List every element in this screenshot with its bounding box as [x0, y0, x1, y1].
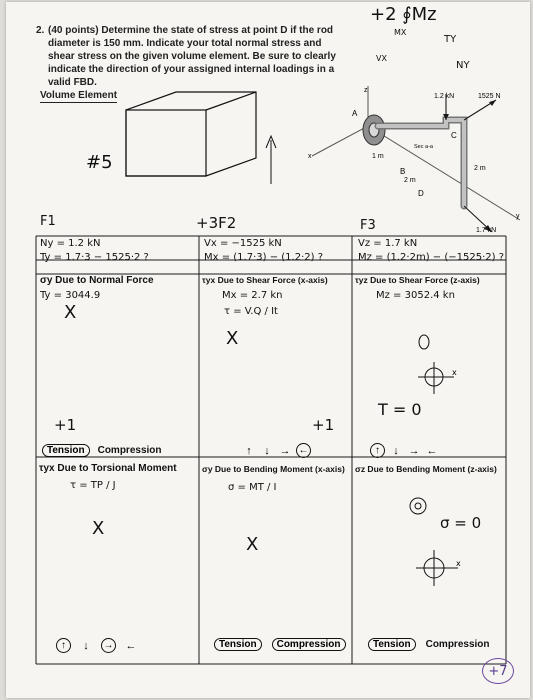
handwritten-f1: F1: [40, 214, 56, 229]
tension-option-3[interactable]: Tension: [368, 638, 416, 651]
point-d: D: [418, 189, 424, 198]
volume-element-label: Volume Element: [40, 90, 118, 101]
tension-option-1[interactable]: Tension: [42, 444, 90, 457]
axis-x: x: [308, 153, 312, 160]
mark-x-1: X: [64, 302, 77, 323]
internal-shear-z: Vz = 1.7 kN: [358, 238, 418, 249]
normal-force-work: Ty = 3044.9: [40, 290, 101, 301]
score-badge: +7: [482, 658, 514, 684]
arrow-down-icon[interactable]: ↓: [83, 639, 89, 652]
mark-x-3: X: [92, 518, 105, 539]
section-label: Sec a-a: [414, 144, 433, 150]
internal-shear-x: Vx = −1525 kN: [204, 238, 282, 249]
mark-x-4: X: [246, 534, 259, 555]
arrow-left-icon[interactable]: ←: [426, 444, 438, 457]
axis-y: y: [516, 213, 520, 220]
mark-x-2: X: [226, 328, 239, 349]
handwritten-f3: F3: [360, 218, 376, 233]
shear-z-result: T = 0: [378, 400, 422, 419]
arrow-up-selected-icon[interactable]: ↑: [370, 443, 385, 458]
dim-label-3: 2 m: [474, 165, 486, 172]
handwritten-ty: TY: [444, 34, 457, 45]
shear-z-work-moment: Mz = 3052.4 kn: [376, 290, 455, 301]
normal-force-stress-title: σy Due to Normal Force: [40, 275, 154, 286]
load-label-3: 1.7 kN: [476, 227, 497, 234]
compression-option-3[interactable]: Compression: [425, 639, 490, 650]
internal-moment-z: Mz = (1.2·2m) − (−1525·2) ?: [358, 252, 504, 263]
torsion-formula: τ = TP / J: [70, 480, 116, 491]
torsion-direction-options: [56, 638, 138, 653]
bending-x-stress-title: σy Due to Bending Moment (x-axis): [202, 464, 345, 474]
shear-x-work-formula: τ = V.Q / It: [224, 306, 278, 317]
arrow-left-icon[interactable]: ←: [125, 639, 137, 652]
shear-z-stress-title: τyz Due to Shear Force (z-axis): [355, 275, 480, 285]
arrow-up-selected-icon[interactable]: ↑: [56, 638, 71, 653]
handwritten-ny: NY: [456, 60, 470, 71]
handwritten-moment-note: +2 ∮Mz: [370, 4, 437, 25]
bending-x-formula: σ = MT / I: [228, 482, 277, 493]
internal-normal-force: Ny = 1.2 kN: [40, 238, 101, 249]
torsion-type-options: [42, 444, 162, 457]
row1-col3: [358, 238, 504, 263]
problem-number: 2.: [36, 25, 45, 36]
handwritten-mx: MX: [394, 28, 407, 37]
svg-text:x: x: [456, 559, 461, 568]
point-a: A: [352, 109, 358, 118]
bending-z-work: σ = 0: [440, 514, 482, 532]
arrow-right-icon[interactable]: →: [408, 444, 420, 457]
axis-z: z: [364, 87, 368, 94]
tension-option-2[interactable]: Tension: [214, 638, 262, 651]
arrow-right-icon[interactable]: →: [279, 444, 291, 457]
stress-element-sketch-bending: [406, 490, 466, 590]
svg-text:x: x: [452, 368, 457, 377]
bending-z-type-options: [368, 638, 490, 651]
point-b: B: [400, 167, 406, 176]
handwritten-f5: #5: [86, 152, 113, 173]
dim-label-2: 2 m: [404, 177, 416, 184]
arrow-right-selected-icon[interactable]: →: [101, 638, 116, 653]
shear-x-direction-options: [242, 443, 311, 458]
handwritten-f2: +3F2: [196, 214, 237, 232]
problem-text: (40 points) Determine the state of stress at point D if the rod diameter is 150 mm. Indicate your total normal stress and shear stress on the given volume element. Be sure to clearly indicate the direction of your assigned internal loadings in a valid FBD.: [48, 25, 336, 88]
mark-plus-1a: +1: [54, 416, 77, 434]
bending-x-type-options: [214, 638, 346, 651]
load-label-1: 1.2 kN: [434, 93, 455, 100]
arrow-up-icon[interactable]: ↑: [246, 444, 252, 457]
compression-option-1[interactable]: Compression: [97, 445, 162, 456]
dim-label-1: 1 m: [372, 153, 384, 160]
bending-z-stress-title: σz Due to Bending Moment (z-axis): [355, 464, 497, 474]
load-label-2: 1525 N: [478, 93, 501, 100]
row1-col2: [204, 238, 323, 263]
arrow-left-selected-icon[interactable]: ←: [296, 443, 311, 458]
row1-col1: [40, 238, 149, 263]
worksheet-page: [6, 2, 530, 698]
shear-z-direction-options: [370, 443, 439, 458]
shear-x-work-moment: Mx = 2.7 kn: [222, 290, 283, 301]
internal-torque-y: Ty = 1.7·3 − 1525·2 ?: [40, 252, 149, 263]
internal-moment-x: Mx = (1.7·3) − (1.2·2) ?: [204, 252, 323, 263]
torsion-stress-title: τyx Due to Torsional Moment: [39, 463, 177, 474]
handwritten-vx: VX: [376, 54, 387, 63]
mark-plus-1b: +1: [312, 416, 335, 434]
point-c: C: [451, 131, 457, 140]
arrow-down-icon[interactable]: ↓: [264, 444, 270, 457]
arrow-down-icon[interactable]: ↓: [393, 444, 399, 457]
stress-element-sketch-z: [410, 332, 460, 402]
shear-x-stress-title: τyx Due to Shear Force (x-axis): [202, 275, 328, 285]
compression-option-2[interactable]: Compression: [272, 638, 346, 651]
